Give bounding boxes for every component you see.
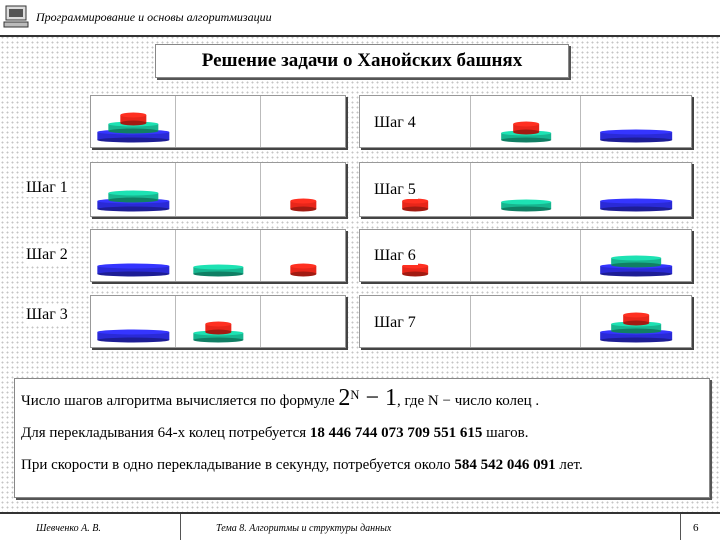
formula-explanation: , где N − число колец . — [396, 393, 540, 409]
footer-theme: Тема 8. Алгоритмы и структуры данных — [216, 523, 392, 534]
step-5-label: Шаг 5 — [374, 181, 416, 198]
peg-cell — [176, 230, 261, 281]
peg-cell — [471, 296, 582, 347]
slide-title: Решение задачи о Ханойских башнях — [155, 44, 569, 78]
time-text: При скорости в одно перекладывание в секунду, потребуется около — [21, 457, 455, 473]
red-ring — [402, 264, 428, 277]
peg-cell — [581, 96, 691, 147]
peg-cell — [261, 230, 345, 281]
steps-count-text: Для перекладывания 64-х колец потребуется — [21, 425, 310, 441]
header-divider — [0, 35, 720, 37]
blue-ring — [97, 264, 169, 277]
time-suffix: лет. — [555, 457, 583, 473]
course-title: Программирование и основы алгоритмизации — [36, 10, 272, 24]
peg-cell — [261, 163, 345, 216]
peg-cell — [91, 163, 176, 216]
peg-cell — [471, 230, 582, 281]
red-ring — [624, 313, 650, 326]
peg-cell — [91, 296, 176, 347]
red-ring — [290, 199, 316, 212]
green-ring — [108, 191, 158, 203]
formula-line — [21, 385, 539, 412]
peg-cell — [176, 163, 261, 216]
red-ring — [290, 264, 316, 277]
step-3-label: Шаг 3 — [26, 306, 68, 323]
formula-exponent: N — [350, 388, 360, 402]
peg-cell — [261, 296, 345, 347]
red-ring — [402, 199, 428, 212]
peg-cell — [581, 163, 691, 216]
page-number: 6 — [693, 522, 699, 534]
step-0-panel — [90, 95, 346, 148]
green-ring — [612, 256, 662, 268]
peg-cell — [471, 163, 582, 216]
footer-author: Шевченко А. В. — [36, 523, 101, 534]
peg-cell — [581, 230, 691, 281]
steps-count-suffix: шагов. — [482, 425, 529, 441]
peg-cell — [176, 96, 261, 147]
peg-cell — [581, 296, 691, 347]
footer-separator — [680, 514, 681, 540]
step-2-label: Шаг 2 — [26, 246, 68, 263]
peg-cell — [91, 96, 176, 147]
blue-ring — [601, 130, 673, 143]
red-ring — [513, 122, 539, 135]
peg-cell — [91, 230, 176, 281]
green-ring — [193, 265, 243, 277]
time-value: 584 542 046 091 — [454, 457, 556, 473]
step-4-label: Шаг 4 — [374, 114, 416, 131]
steps-count-line — [21, 425, 528, 442]
slide-footer — [0, 514, 720, 540]
footer-separator — [180, 514, 181, 540]
peg-cell — [471, 96, 582, 147]
formula-text: Число шагов алгоритма вычисляется по формуле — [21, 393, 339, 409]
computer-icon — [3, 4, 31, 30]
blue-ring — [97, 330, 169, 343]
peg-cell — [176, 296, 261, 347]
step-2-panel — [90, 229, 346, 282]
red-ring — [120, 113, 146, 126]
step-3-panel — [90, 295, 346, 348]
blue-ring — [601, 199, 673, 212]
peg-cell — [261, 96, 345, 147]
green-ring — [501, 200, 551, 212]
formula-box — [14, 378, 710, 498]
step-1-panel — [90, 162, 346, 217]
steps-count-value: 18 446 744 073 709 551 615 — [309, 425, 483, 441]
red-ring — [205, 322, 231, 335]
step-1-label: Шаг 1 — [26, 179, 68, 196]
slide-header — [0, 0, 720, 36]
formula-base: 2 — [338, 385, 351, 411]
step-6-label: Шаг 6 — [374, 247, 416, 264]
step-7-label: Шаг 7 — [374, 314, 416, 331]
formula-minus-one: − 1 — [359, 385, 397, 411]
time-line — [21, 457, 583, 474]
